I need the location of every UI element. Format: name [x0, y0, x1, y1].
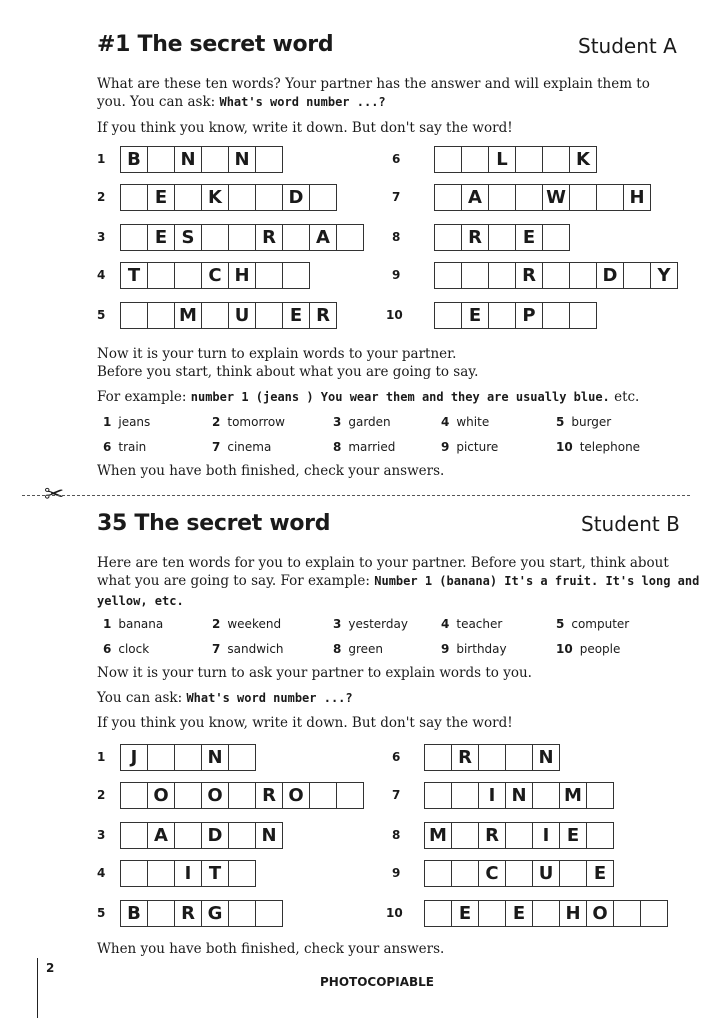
- letter-cell[interactable]: [174, 184, 202, 211]
- letter-cell[interactable]: [434, 302, 462, 329]
- section-b-word-item: [441, 642, 507, 656]
- letter-cell[interactable]: K: [201, 184, 229, 211]
- section-b-word-item: [556, 617, 629, 631]
- letter-cell[interactable]: [120, 302, 148, 329]
- letter-cell[interactable]: R: [451, 744, 479, 771]
- section-a-puzzle-number: 9: [392, 268, 401, 282]
- letter-cell[interactable]: E: [586, 860, 614, 887]
- section-b-puzzle-number: 5: [97, 906, 106, 920]
- section-b-puzzle-number: 9: [392, 866, 401, 880]
- letter-cell[interactable]: [515, 184, 543, 211]
- word-number: 5: [556, 415, 565, 429]
- letter-cell[interactable]: A: [147, 822, 175, 849]
- section-a-word-item: [212, 440, 271, 454]
- section-a-word-item: [103, 440, 146, 454]
- word-text: tomorrow: [227, 415, 285, 429]
- letter-cell[interactable]: [147, 744, 175, 771]
- section-b-intro-line2: [97, 572, 699, 590]
- letter-cell[interactable]: [532, 900, 560, 927]
- letter-cell[interactable]: R: [478, 822, 506, 849]
- letter-cell[interactable]: [488, 262, 516, 289]
- letter-cell[interactable]: J: [120, 744, 148, 771]
- letter-cell[interactable]: N: [201, 744, 229, 771]
- letter-cell[interactable]: [559, 860, 587, 887]
- word-number: 10: [556, 440, 573, 454]
- section-a-puzzle-2: [120, 184, 337, 211]
- letter-cell[interactable]: [542, 224, 570, 251]
- letter-cell[interactable]: D: [201, 822, 229, 849]
- word-text: jeans: [118, 415, 151, 429]
- letter-cell[interactable]: U: [532, 860, 560, 887]
- letter-cell[interactable]: I: [174, 860, 202, 887]
- letter-cell[interactable]: O: [282, 782, 310, 809]
- section-a-puzzle-number: 3: [97, 230, 106, 244]
- letter-cell[interactable]: [309, 184, 337, 211]
- section-b-finish: When you have both finished, check your answers.: [97, 941, 445, 957]
- section-a-puzzle-number: 2: [97, 190, 106, 204]
- section-b-puzzle-2: [120, 782, 364, 809]
- section-a-puzzle-number: 1: [97, 152, 106, 166]
- letter-cell[interactable]: [424, 900, 452, 927]
- letter-cell[interactable]: U: [228, 302, 256, 329]
- margin-rule: [37, 958, 38, 1018]
- letter-cell[interactable]: O: [586, 900, 614, 927]
- letter-cell[interactable]: N: [505, 782, 533, 809]
- letter-cell[interactable]: C: [478, 860, 506, 887]
- word-number: 6: [103, 642, 112, 656]
- section-a-example-prefix: For example:: [97, 389, 187, 405]
- letter-cell[interactable]: [505, 860, 533, 887]
- section-a-puzzle-number: 8: [392, 230, 401, 244]
- word-text: married: [348, 440, 396, 454]
- letter-cell[interactable]: O: [201, 782, 229, 809]
- word-text: sandwich: [227, 642, 284, 656]
- word-text: burger: [571, 415, 612, 429]
- letter-cell[interactable]: [228, 184, 256, 211]
- section-b-example-line1: Number 1 (banana) It's a fruit. It's long and: [374, 574, 700, 588]
- word-number: 6: [103, 440, 112, 454]
- section-a-word-item: [556, 440, 640, 454]
- word-text: green: [348, 642, 384, 656]
- letter-cell[interactable]: N: [255, 822, 283, 849]
- letter-cell[interactable]: E: [515, 224, 543, 251]
- letter-cell[interactable]: [424, 782, 452, 809]
- word-number: 4: [441, 617, 450, 631]
- section-b-puzzle-number: 2: [97, 788, 106, 802]
- letter-cell[interactable]: [228, 744, 256, 771]
- letter-cell[interactable]: [505, 744, 533, 771]
- word-text: picture: [456, 440, 499, 454]
- letter-cell[interactable]: M: [559, 782, 587, 809]
- section-b-word-item: [333, 617, 408, 631]
- letter-cell[interactable]: [120, 860, 148, 887]
- letter-cell[interactable]: [147, 900, 175, 927]
- section-a-word-item: [333, 440, 395, 454]
- word-text: birthday: [456, 642, 507, 656]
- letter-cell[interactable]: T: [120, 262, 148, 289]
- section-a-puzzle-10: [434, 302, 597, 329]
- section-a-word-item: [333, 415, 391, 429]
- section-a-puzzle-number: 6: [392, 152, 401, 166]
- section-b-ask: [97, 689, 353, 707]
- letter-cell[interactable]: G: [201, 900, 229, 927]
- letter-cell[interactable]: [515, 146, 543, 173]
- letter-cell[interactable]: R: [309, 302, 337, 329]
- letter-cell[interactable]: [478, 900, 506, 927]
- letter-cell[interactable]: [120, 224, 148, 251]
- letter-cell[interactable]: [201, 146, 229, 173]
- section-b-instruction: If you think you know, write it down. But don't say the word!: [97, 715, 513, 731]
- section-a-puzzle-3: [120, 224, 364, 251]
- letter-cell[interactable]: [586, 822, 614, 849]
- photocopiable-footer: PHOTOCOPIABLE: [320, 975, 434, 989]
- section-b-puzzle-10: [424, 900, 668, 927]
- letter-cell[interactable]: [147, 262, 175, 289]
- word-number: 1: [103, 415, 112, 429]
- letter-cell[interactable]: W: [542, 184, 570, 211]
- word-number: 3: [333, 617, 342, 631]
- section-a-example: [97, 388, 639, 406]
- word-text: train: [118, 440, 147, 454]
- letter-cell[interactable]: E: [147, 184, 175, 211]
- section-b-word-item: [441, 617, 502, 631]
- letter-cell[interactable]: H: [623, 184, 651, 211]
- section-b-puzzle-8: [424, 822, 614, 849]
- letter-cell[interactable]: [569, 184, 597, 211]
- section-a-puzzle-9: [434, 262, 678, 289]
- letter-cell[interactable]: P: [515, 302, 543, 329]
- letter-cell[interactable]: [569, 262, 597, 289]
- letter-cell[interactable]: [255, 184, 283, 211]
- letter-cell[interactable]: [174, 262, 202, 289]
- letter-cell[interactable]: [434, 146, 462, 173]
- section-a-example-suffix: etc.: [614, 389, 640, 405]
- word-number: 2: [212, 415, 221, 429]
- letter-cell[interactable]: [120, 184, 148, 211]
- letter-cell[interactable]: [255, 900, 283, 927]
- section-a-word-item: [212, 415, 285, 429]
- letter-cell[interactable]: A: [461, 184, 489, 211]
- word-number: 8: [333, 440, 342, 454]
- scissors-icon: ✂: [44, 480, 65, 508]
- section-a-instruction: If you think you know, write it down. But don't say the word!: [97, 120, 513, 136]
- letter-cell[interactable]: [120, 782, 148, 809]
- page-number: 2: [46, 961, 55, 975]
- letter-cell[interactable]: [532, 782, 560, 809]
- section-b-puzzle-number: 4: [97, 866, 106, 880]
- section-a-intro-line2: [97, 93, 386, 111]
- section-b-puzzle-number: 10: [386, 906, 403, 920]
- letter-cell[interactable]: [255, 302, 283, 329]
- section-a-turn-line2: Before you start, think about what you are going to say.: [97, 364, 479, 380]
- letter-cell[interactable]: [488, 302, 516, 329]
- section-b-word-item: [103, 642, 149, 656]
- section-a-turn-line1: Now it is your turn to explain words to your partner.: [97, 346, 457, 362]
- letter-cell[interactable]: [228, 782, 256, 809]
- section-a-puzzle-number: 5: [97, 308, 106, 322]
- word-text: garden: [348, 415, 391, 429]
- letter-cell[interactable]: [255, 262, 283, 289]
- letter-cell[interactable]: [488, 224, 516, 251]
- cut-line: [22, 495, 690, 496]
- section-a-word-item: [556, 415, 611, 429]
- letter-cell[interactable]: R: [174, 900, 202, 927]
- letter-cell[interactable]: [282, 262, 310, 289]
- section-b-word-item: [212, 617, 281, 631]
- letter-cell[interactable]: [623, 262, 651, 289]
- word-text: telephone: [579, 440, 641, 454]
- letter-cell[interactable]: N: [174, 146, 202, 173]
- letter-cell[interactable]: [451, 822, 479, 849]
- section-a-puzzle-7: [434, 184, 651, 211]
- section-b-intro2-text: what you are going to say. For example:: [97, 573, 370, 589]
- letter-cell[interactable]: [461, 146, 489, 173]
- letter-cell[interactable]: A: [309, 224, 337, 251]
- letter-cell[interactable]: [434, 224, 462, 251]
- letter-cell[interactable]: M: [424, 822, 452, 849]
- letter-cell[interactable]: I: [532, 822, 560, 849]
- letter-cell[interactable]: H: [559, 900, 587, 927]
- section-b-puzzle-number: 3: [97, 828, 106, 842]
- letter-cell[interactable]: S: [174, 224, 202, 251]
- word-number: 10: [556, 642, 573, 656]
- letter-cell[interactable]: H: [228, 262, 256, 289]
- letter-cell[interactable]: [478, 744, 506, 771]
- word-text: clock: [118, 642, 150, 656]
- section-b-word-item: [333, 642, 383, 656]
- letter-cell[interactable]: [542, 302, 570, 329]
- section-a-ask-question: What's word number ...?: [219, 95, 386, 109]
- letter-cell[interactable]: [147, 146, 175, 173]
- letter-cell[interactable]: N: [532, 744, 560, 771]
- letter-cell[interactable]: [228, 224, 256, 251]
- word-text: computer: [571, 617, 630, 631]
- letter-cell[interactable]: [336, 782, 364, 809]
- section-b-puzzle-6: [424, 744, 560, 771]
- word-number: 9: [441, 642, 450, 656]
- letter-cell[interactable]: M: [174, 302, 202, 329]
- letter-cell[interactable]: E: [559, 822, 587, 849]
- letter-cell[interactable]: [255, 146, 283, 173]
- section-b-turn: Now it is your turn to ask your partner to explain words to you.: [97, 665, 532, 681]
- section-a-intro-line1: What are these ten words? Your partner has the answer and will explain them to: [97, 76, 650, 92]
- letter-cell[interactable]: [613, 900, 641, 927]
- letter-cell[interactable]: E: [461, 302, 489, 329]
- section-b-puzzle-number: 1: [97, 750, 106, 764]
- letter-cell[interactable]: R: [515, 262, 543, 289]
- letter-cell[interactable]: [201, 224, 229, 251]
- letter-cell[interactable]: [488, 184, 516, 211]
- letter-cell[interactable]: [461, 262, 489, 289]
- letter-cell[interactable]: [309, 782, 337, 809]
- letter-cell[interactable]: [451, 860, 479, 887]
- letter-cell[interactable]: [282, 224, 310, 251]
- section-b-puzzle-5: [120, 900, 283, 927]
- section-a-puzzle-1: [120, 146, 283, 173]
- section-a-intro2-text: you. You can ask:: [97, 94, 216, 110]
- letter-cell[interactable]: L: [488, 146, 516, 173]
- word-text: cinema: [227, 440, 272, 454]
- word-number: 1: [103, 617, 112, 631]
- letter-cell[interactable]: [174, 744, 202, 771]
- letter-cell[interactable]: B: [120, 900, 148, 927]
- word-number: 4: [441, 415, 450, 429]
- letter-cell[interactable]: [147, 302, 175, 329]
- section-b-title: 35 The secret word: [97, 511, 331, 536]
- word-number: 2: [212, 617, 221, 631]
- section-b-puzzle-4: [120, 860, 256, 887]
- word-text: yesterday: [348, 617, 408, 631]
- word-text: weekend: [227, 617, 282, 631]
- section-a-word-item: [441, 440, 498, 454]
- section-b-puzzle-1: [120, 744, 256, 771]
- letter-cell[interactable]: R: [255, 224, 283, 251]
- letter-cell[interactable]: [201, 302, 229, 329]
- section-b-ask-question: What's word number ...?: [186, 691, 353, 705]
- section-b-word-item: [103, 617, 163, 631]
- letter-cell[interactable]: [147, 860, 175, 887]
- letter-cell[interactable]: Y: [650, 262, 678, 289]
- letter-cell[interactable]: D: [596, 262, 624, 289]
- letter-cell[interactable]: O: [147, 782, 175, 809]
- letter-cell[interactable]: T: [201, 860, 229, 887]
- section-b-intro-line1: Here are ten words for you to explain to your partner. Before you start, think about: [97, 555, 669, 571]
- letter-cell[interactable]: [336, 224, 364, 251]
- letter-cell[interactable]: [228, 822, 256, 849]
- section-a-finish: When you have both finished, check your answers.: [97, 463, 445, 479]
- letter-cell[interactable]: [542, 146, 570, 173]
- letter-cell[interactable]: [505, 822, 533, 849]
- letter-cell[interactable]: [596, 184, 624, 211]
- section-a-word-item: [441, 415, 489, 429]
- letter-cell[interactable]: E: [505, 900, 533, 927]
- letter-cell[interactable]: C: [201, 262, 229, 289]
- letter-cell[interactable]: [434, 184, 462, 211]
- section-b-puzzle-number: 8: [392, 828, 401, 842]
- section-a-puzzle-8: [434, 224, 570, 251]
- letter-cell[interactable]: [424, 744, 452, 771]
- letter-cell[interactable]: [586, 782, 614, 809]
- section-b-example-line2: yellow, etc.: [97, 594, 184, 608]
- letter-cell[interactable]: [228, 900, 256, 927]
- letter-cell[interactable]: [434, 262, 462, 289]
- word-number: 8: [333, 642, 342, 656]
- section-b-ask-prefix: You can ask:: [97, 690, 183, 706]
- letter-cell[interactable]: D: [282, 184, 310, 211]
- word-number: 5: [556, 617, 565, 631]
- letter-cell[interactable]: E: [147, 224, 175, 251]
- letter-cell[interactable]: [120, 822, 148, 849]
- letter-cell[interactable]: [174, 822, 202, 849]
- section-a-puzzle-6: [434, 146, 597, 173]
- section-b-puzzle-7: [424, 782, 614, 809]
- letter-cell[interactable]: K: [569, 146, 597, 173]
- section-a-puzzle-5: [120, 302, 337, 329]
- section-a-puzzle-4: [120, 262, 310, 289]
- section-b-role: Student B: [581, 512, 680, 536]
- word-number: 7: [212, 440, 221, 454]
- section-a-puzzle-number: 10: [386, 308, 403, 322]
- word-text: banana: [118, 617, 164, 631]
- section-b-puzzle-number: 6: [392, 750, 401, 764]
- section-b-word-item: [212, 642, 284, 656]
- section-b-word-item: [556, 642, 620, 656]
- word-text: white: [456, 415, 490, 429]
- section-a-example-text: number 1 (jeans ) You wear them and they are usually blue.: [190, 390, 610, 404]
- section-a-title: #1 The secret word: [97, 32, 334, 57]
- word-number: 9: [441, 440, 450, 454]
- section-b-puzzle-9: [424, 860, 614, 887]
- letter-cell[interactable]: [228, 860, 256, 887]
- letter-cell[interactable]: [424, 860, 452, 887]
- section-a-puzzle-number: 7: [392, 190, 401, 204]
- word-text: people: [579, 642, 621, 656]
- letter-cell[interactable]: I: [478, 782, 506, 809]
- word-number: 3: [333, 415, 342, 429]
- section-b-puzzle-3: [120, 822, 283, 849]
- section-a-role: Student A: [578, 34, 677, 58]
- letter-cell[interactable]: [640, 900, 668, 927]
- letter-cell[interactable]: [569, 302, 597, 329]
- letter-cell[interactable]: R: [461, 224, 489, 251]
- letter-cell[interactable]: E: [451, 900, 479, 927]
- letter-cell[interactable]: [174, 782, 202, 809]
- word-number: 7: [212, 642, 221, 656]
- letter-cell[interactable]: N: [228, 146, 256, 173]
- section-a-word-item: [103, 415, 150, 429]
- section-b-puzzle-number: 7: [392, 788, 401, 802]
- section-a-puzzle-number: 4: [97, 268, 106, 282]
- letter-cell[interactable]: [542, 262, 570, 289]
- letter-cell[interactable]: E: [282, 302, 310, 329]
- letter-cell[interactable]: [451, 782, 479, 809]
- letter-cell[interactable]: R: [255, 782, 283, 809]
- word-text: teacher: [456, 617, 503, 631]
- letter-cell[interactable]: B: [120, 146, 148, 173]
